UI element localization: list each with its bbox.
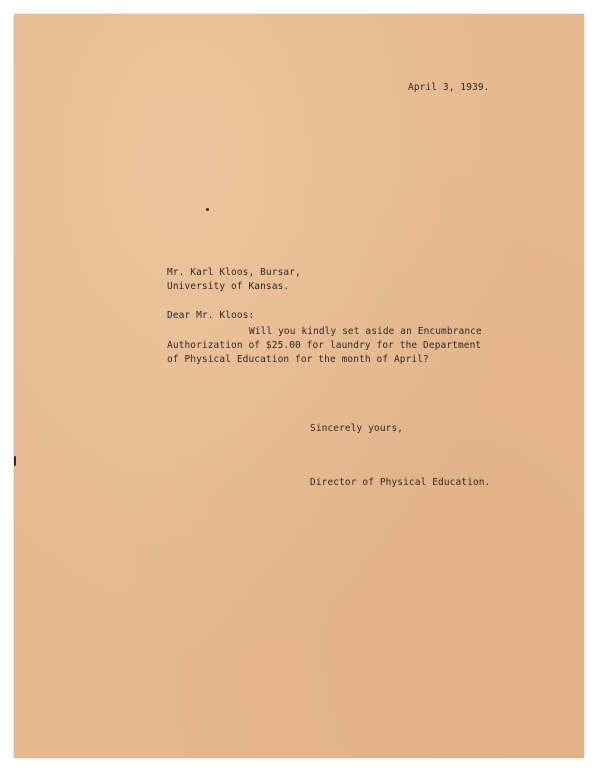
body-line-1: Will you kindly set aside an Encumbrance <box>249 326 482 337</box>
salutation: Dear Mr. Kloos: <box>167 310 255 321</box>
body-line-3: of Physical Education for the month of April? <box>167 354 429 365</box>
recipient-line-1: Mr. Karl Kloos, Bursar, <box>167 267 301 278</box>
signature-title: Director of Physical Education. <box>310 477 491 488</box>
ink-speck <box>206 208 209 211</box>
body-line-2: Authorization of $25.00 for laundry for the Department <box>167 340 482 351</box>
letter-page <box>14 14 584 758</box>
closing: Sincerely yours, <box>310 423 404 434</box>
recipient-line-2: University of Kansas. <box>167 281 290 292</box>
edge-mark <box>14 456 16 466</box>
letter-date: April 3, 1939. <box>408 82 490 93</box>
